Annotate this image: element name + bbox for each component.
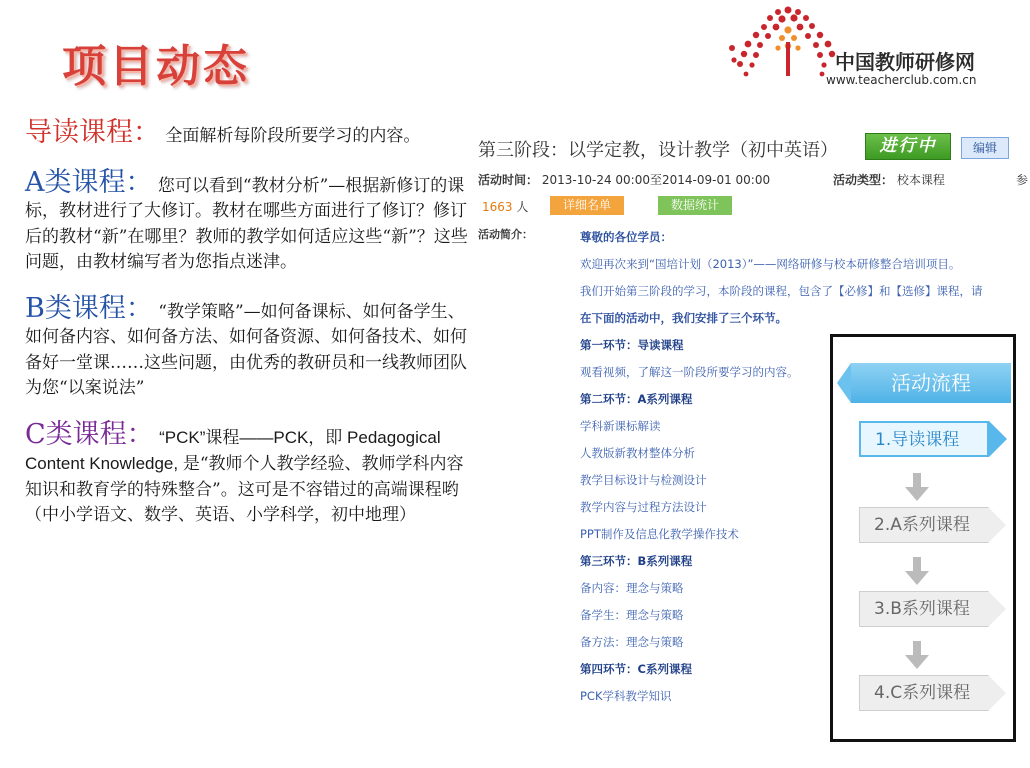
flow-heading: 活动流程 xyxy=(851,363,1011,403)
b-course-heading: B类课程： xyxy=(25,292,153,324)
down-arrow-icon xyxy=(905,473,929,501)
a-course-text: 您可以看到“教材分析”—根据新修订的课标，教材进行了大修订。教材在哪些方面进行了修订？修订后的教材“新”在哪里？教师的教学如何适应这些“新”？这些问题，由教材编写者为您指点迷津。 xyxy=(25,175,468,272)
intro-label: 活动简介： xyxy=(478,228,533,241)
b-course-text: “教学策略”—如何备课标、如何备学生、如何备内容、如何备方法、如何备资源、如何备技术、如何备好一堂课……这些问题，由优秀的教研员和一线教师团队为您“以案说法” xyxy=(25,301,467,398)
intro-line[interactable]: 备方法：理念与策略 xyxy=(580,635,684,649)
status-badge: 进行中 xyxy=(865,133,951,160)
b-course-paragraph xyxy=(25,292,475,402)
a-course-heading: A类课程： xyxy=(25,166,153,198)
guide-course-text: 全面解析每阶段所要学习的内容。 xyxy=(165,126,421,146)
type-label: 活动类型： xyxy=(833,173,894,187)
activity-type xyxy=(833,171,945,188)
down-arrow-icon xyxy=(905,557,929,585)
intro-line: 尊敬的各位学员： xyxy=(580,230,672,244)
time-value: 2013-10-24 00:00至2014-09-01 00:00 xyxy=(541,173,771,187)
a-course-paragraph xyxy=(25,166,475,276)
intro-line: 第一环节：导读课程 xyxy=(580,338,684,352)
c-course-text-lead: “PCK”课程——PCK，即 Pedagogical Content Knowledge, xyxy=(25,427,441,473)
flow-step-c-series[interactable]: 4.C系列课程 xyxy=(859,675,989,711)
down-arrow-icon xyxy=(905,641,929,669)
intro-line[interactable]: 备内容：理念与策略 xyxy=(580,581,684,595)
flow-step-b-series[interactable]: 3.B系列课程 xyxy=(859,591,989,627)
slide-title: 项目动态 xyxy=(62,41,250,92)
intro-line[interactable]: 人教版新教材整体分析 xyxy=(580,446,695,460)
intro-line[interactable]: 备学生：理念与策略 xyxy=(580,608,684,622)
c-course-heading: C类课程： xyxy=(25,418,154,450)
intro-line[interactable]: 我们开始第三阶段的学习，本阶段的课程，包含了【必修】和【选修】课程，请 xyxy=(580,284,983,298)
truncated-label: 参 xyxy=(1016,173,1029,187)
type-value: 校本课程 xyxy=(896,173,945,187)
activity-time xyxy=(478,171,770,188)
intro-line: 第二环节：A系列课程 xyxy=(580,392,693,406)
participant-number: 1663 xyxy=(482,200,513,214)
intro-line: 第三环节：B系列课程 xyxy=(580,554,693,568)
time-label: 活动时间： xyxy=(478,173,539,187)
intro-line[interactable]: 观看视频，了解这一阶段所要学习的内容。 xyxy=(580,365,799,379)
stage-title: 第三阶段：以学定教，设计教学（初中英语） xyxy=(478,140,838,161)
intro-line: 在下面的活动中，我们安排了三个环节。 xyxy=(580,311,787,325)
participant-unit: 人 xyxy=(516,200,529,214)
course-descriptions xyxy=(25,117,475,529)
c-course-paragraph xyxy=(25,418,475,529)
edit-button[interactable]: 编辑 xyxy=(961,137,1009,159)
data-stats-button[interactable]: 数据统计 xyxy=(658,196,732,215)
activity-flow-panel xyxy=(830,334,1016,742)
participant-count xyxy=(482,198,528,215)
flow-step-guide[interactable]: 1.导读课程 xyxy=(859,421,989,457)
intro-line: 第四环节：C系列课程 xyxy=(580,662,692,676)
c-course-text: 是“教师个人教学经验、教师学科内容知识和教育学的特殊整合”。这可是不容错过的高端课程哟（中小学语文、数学、英语、小学科学，初中地理） xyxy=(25,454,464,525)
guide-course-heading: 导读课程： xyxy=(25,117,160,148)
logo-name: 中国教师研修网 xyxy=(835,50,975,74)
guide-course-paragraph xyxy=(25,117,475,150)
intro-line[interactable]: 教学内容与过程方法设计 xyxy=(580,500,707,514)
intro-line[interactable]: 欢迎再次来到“国培计划（2013）”——网络研修与校本研修整合培训项目。 xyxy=(580,257,961,271)
logo-url: www.teacherclub.com.cn xyxy=(826,73,977,87)
intro-line[interactable]: PPT制作及信息化教学操作技术 xyxy=(580,527,739,541)
detail-list-button[interactable]: 详细名单 xyxy=(550,196,624,215)
intro-line[interactable]: 教学目标设计与检测设计 xyxy=(580,473,707,487)
flow-step-a-series[interactable]: 2.A系列课程 xyxy=(859,507,989,543)
intro-line[interactable]: 学科新课标解读 xyxy=(580,419,661,433)
intro-line[interactable]: PCK学科教学知识 xyxy=(580,689,672,703)
